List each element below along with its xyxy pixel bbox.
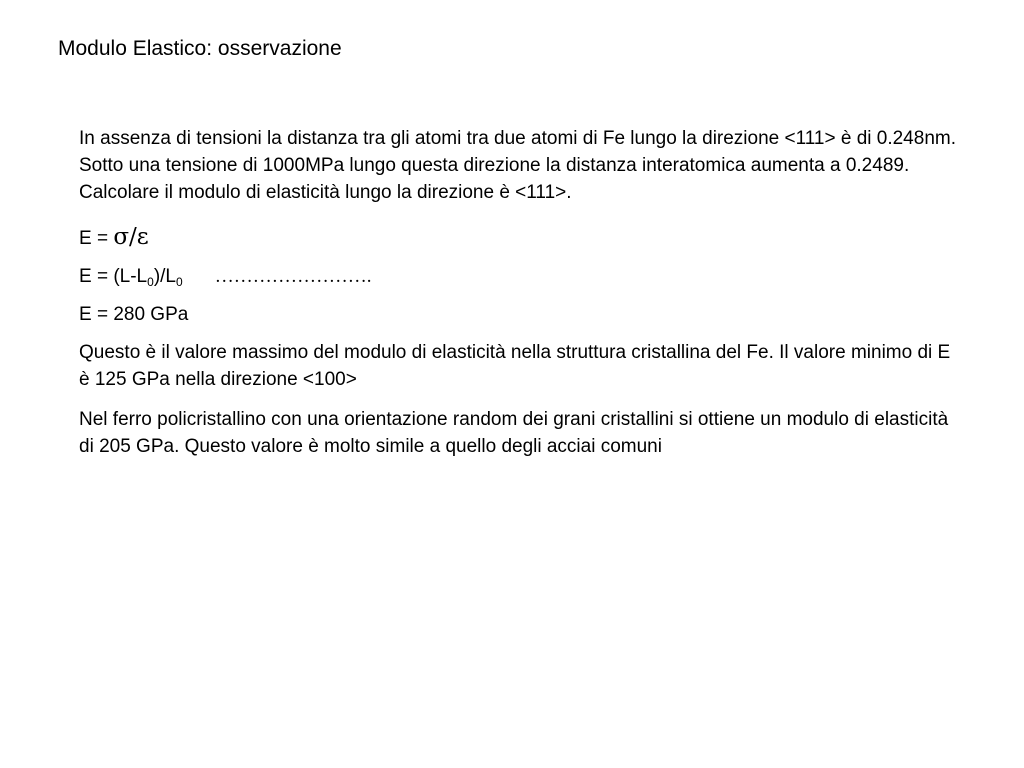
formula-result: E = 280 GPa bbox=[79, 304, 189, 325]
sigma-symbol: σ bbox=[113, 224, 130, 250]
formula-strain-mid: )/L bbox=[153, 266, 176, 287]
formula-modulus bbox=[79, 224, 959, 252]
slash-symbol: / bbox=[129, 224, 137, 250]
subscript-zero: 0 bbox=[147, 275, 154, 289]
epsilon-symbol: ε bbox=[136, 224, 149, 250]
formula-strain-prefix: E = (L-L bbox=[79, 266, 148, 287]
polycrystalline-paragraph: Nel ferro policristallino con una orientazione random dei grani cristallini si ottiene un modulo di elasticità di 205 GPa. Questo valore è molto simile a quello degli acciai comuni bbox=[79, 409, 949, 457]
formula-strain bbox=[79, 263, 959, 290]
slide-title: Modulo Elastico: osservazione bbox=[58, 37, 342, 60]
max-modulus-paragraph: Questo è il valore massimo del modulo di elasticità nella struttura cristallina del Fe. Il valore minimo di E è 125 GPa nella direzione <100> bbox=[79, 342, 951, 390]
slide-body bbox=[79, 125, 959, 473]
problem-statement: In assenza di tensioni la distanza tra gli atomi tra due atomi di Fe lungo la direzione <111> è di 0.248nm. Sotto una tensione di 1000MPa lungo questa direzione la distanza interatomica aumenta a 0.2489. Calcolare il modulo di elasticità lungo la direzione è <111>. bbox=[79, 128, 956, 203]
subscript-zero: 0 bbox=[176, 275, 183, 289]
ellipsis-dots: ……………………. bbox=[214, 266, 372, 287]
formula-modulus-prefix: E = bbox=[79, 228, 114, 249]
